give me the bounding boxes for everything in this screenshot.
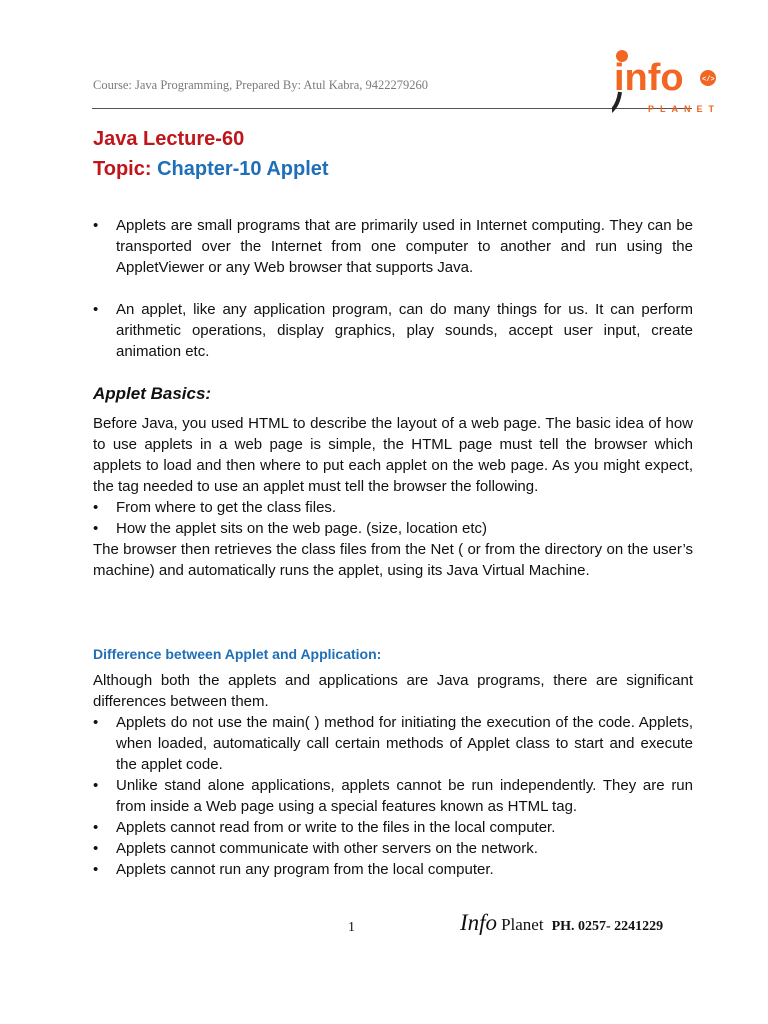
footer-phone: PH. 0257- 2241229 (551, 919, 664, 934)
applet-basics-heading: Applet Basics: (93, 384, 212, 403)
basics-paragraph: Before Java, you used HTML to describe the layout of a web page. The basic idea of how to use applets in a web page is simple, the HTML page must tell the browser which applets to load and then where to put each applet on the web page. As you might expect, the tag needed to use an applet must tell the browser the following. (93, 415, 693, 495)
logo-wordmark: info (614, 57, 684, 99)
topic-label: Topic: (93, 158, 158, 180)
difference-bullet: • Applets cannot run any program from the local computer. (93, 859, 693, 880)
applet-basics-section (93, 413, 693, 581)
topic-value: Chapter-10 Applet (157, 158, 329, 180)
course-header: Course: Java Programming, Prepared By: Atul Kabra, 9422279260 (93, 78, 429, 92)
logo-subtitle: PLANET (648, 104, 720, 114)
footer-brand-info: Info (460, 910, 498, 935)
info-planet-logo (612, 46, 730, 116)
topic-title (93, 158, 329, 181)
basics-closing: The browser then retrieves the class files from the Net ( or from the directory on the user’s machine) and automatically runs the applet, using its Java Virtual Machine. (93, 541, 693, 579)
difference-bullet: • Applets do not use the main( ) method for initiating the execution of the code. Applets, when loaded, automatically call certain methods of Applet class to start and execute the applet code. (93, 712, 693, 775)
intro-bullet: • Applets are small programs that are primarily used in Internet computing. They can be transported over the Internet from one computer to another and run using the AppletViewer or any Web browser that supports Java. (93, 215, 693, 278)
footer-brand-planet: Planet (501, 915, 544, 934)
difference-bullet: • Unlike stand alone applications, applets cannot be run independently. They are run from inside a Web page using a special features known as HTML tag. (93, 775, 693, 817)
difference-heading: Difference between Applet and Application: (93, 646, 382, 662)
intro-bullet: • An applet, like any application program, can do many things for us. It can perform arithmetic operations, display graphics, play sounds, accept user input, create animation etc. (93, 299, 693, 362)
lecture-title: Java Lecture-60 (93, 128, 245, 150)
basics-bullet: • How the applet sits on the web page. (size, location etc) (93, 518, 693, 539)
basics-bullet: • From where to get the class files. (93, 497, 693, 518)
logo-code-icon: </> (702, 76, 715, 84)
difference-paragraph: Although both the applets and applications are Java programs, there are significant differences between them. (93, 672, 693, 710)
page-number: 1 (348, 920, 355, 935)
footer-brand (460, 910, 663, 936)
difference-section (93, 670, 693, 880)
difference-bullet: • Applets cannot read from or write to the files in the local computer. (93, 817, 693, 838)
intro-section (93, 215, 693, 362)
header-divider (92, 108, 692, 109)
difference-bullet: • Applets cannot communicate with other servers on the network. (93, 838, 693, 859)
